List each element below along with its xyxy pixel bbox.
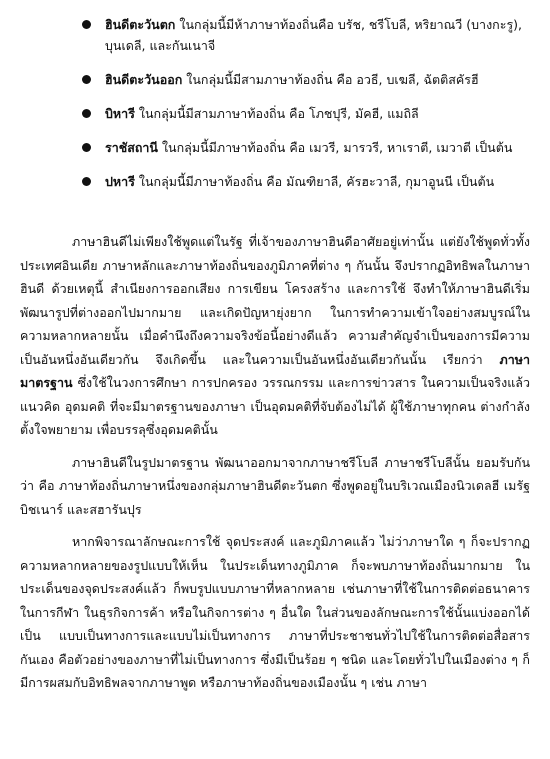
bullet-lead: ฮินดีตะวันตก — [105, 17, 176, 32]
paragraph-text: ซึ่งใช้ในวงการศึกษา การปกครอง วรรณกรรม และการข่าวสาร ในความเป็นจริงแล้ว แนวคิด อุดมคติ ที่จะมีมาตรฐานของภาษา เป็นอุดมคติที่จับต้องไม่ได้ ผู้ใช้ภาษาทุกคน ต่างกำลังตั้งใจพยายาม เพื่อบรรลุซึ่งอุดมคตินั้น — [20, 375, 530, 437]
bullet-text: ในกลุ่มนี้มีภาษาท้องถิ่น คือ มัณฑิยาลี, คัรฮะวาลี, กุมาอูนนี เป็นต้น — [134, 174, 495, 189]
paragraph-language-variety: หากพิจารณาลักษณะการใช้ จุดประสงค์ และภูมิภาคแล้ว ไม่ว่าภาษาใด ๆ ก็จะปรากฏความหลากหลายของรูปแบบให้เห็น ในประเด็นทางภูมิภาค ก็จะพบภาษาท้องถิ่นมากมาย ในประเด็นของจุดประสงค์แล้ว ก็พบรูปแบบภาษาที่หลากหลาย เช่นภาษาที่ใช้ในการติดต่อธนาคาร ในการกีฬา ในธุรกิจการค้า หรือในกิจการต่าง ๆ อื่นใด ในส่วนของลักษณะการใช้นั้นแบ่งออกได้เป็น แบบเป็นทางการและแบบไม่เป็นทางการ ภาษาที่ประชาชนทั่วไปใช้ในการติดต่อสื่อสารกันเอง คือตัวอย่างของภาษาที่ไม่เป็นทางการ ซึ่งมีเป็นร้อย ๆ ชนิด และโดยทั่วไปในเมืองต่าง ๆ ก็มีการผสมกับอิทธิพลจากภาษาพูด หรือภาษาท้องถิ่นของเมืองนั้น ๆ เช่น ภาษา — [20, 534, 530, 690]
bullet-lead: บิหารี — [105, 106, 135, 121]
paragraph-standard-language — [20, 230, 530, 442]
bullet-text: ในกลุ่มนี้มีสามภาษาท้องถิ่น คือ โภชปุรี, มัคฮี, แมถิลี — [134, 106, 419, 121]
bullet-text: ในกลุ่มนี้มีภาษาท้องถิ่น คือ เมวรี, มารวรี, หาเราตี, เมวาตี เป็นต้น — [157, 140, 513, 155]
standard-language-term: ภาษามาตรฐาน — [20, 351, 530, 390]
list-item — [20, 69, 530, 90]
dialect-group-list — [20, 14, 530, 192]
bullet-text: ในกลุ่มนี้มีสามภาษาท้องถิ่น คือ อวธี, บเฆลี, ฉัตติสคัรฮี — [182, 72, 479, 87]
list-item — [20, 137, 530, 158]
bullet-text: ในกลุ่มนี้มีห้าภาษาท้องถิ่นคือ บรัช, ชรีโบลี, หริยาณวี (บางกะรู), บุนเดลี, และกันเนาจี — [105, 17, 523, 53]
list-item — [20, 14, 530, 56]
list-item — [20, 171, 530, 192]
bullet-lead: ฮินดีตะวันออก — [105, 72, 183, 87]
bullet-lead: ราชัสถานี — [105, 140, 158, 155]
list-item — [20, 103, 530, 124]
paragraph-khariboli-origin: ภาษาฮินดีในรูปมาตรฐาน พัฒนาออกมาจากภาษาชรีโบลี ภาษาชรีโบลีนั้น ยอมรับกันว่า คือ ภาษาท้องถิ่นภาษาหนึ่งของกลุ่มภาษาฮินดีตะวันตก ซึ่งพูดอยู่ในบริเวณเมืองนิวเดลฮี เมรัฐ บิชเนาร์ และสฮารันปุร — [20, 454, 530, 517]
bullet-lead: ปหารี — [105, 174, 135, 189]
paragraph-text: ภาษาฮินดีไม่เพียงใช้พูดแต่ในรัฐ ที่เจ้าของภาษาฮินดีอาศัยอยู่เท่านั้น แต่ยังใช้พูดทั่วทั้งประเทศอินเดีย ภาษาหลักและภาษาท้องถิ่นของภูมิภาคที่ต่าง ๆ กันนั้น จึงปรากฏอิทธิพลในภาษาฮินดี ด้วยเหตุนี้ สำเนียงการออกเสียง การเขียน โครงสร้าง และการใช้ จึงทำให้ภาษาฮินดีเริ่มพัฒนารูปที่ต่างออกไปมากมาย และเกิดปัญหายุ่งยาก ในการทำความเข้าใจอย่างสมบูรณ์ในความหลากหลายนั้น เมื่อคำนึงถึงความจริงข้อนี้อย่างดีแล้ว ความสำคัญจำเป็นของการมีความเป็นอันหนึ่งอันเดียวกัน จึงเกิดขึ้น และในความเป็นอันหนึ่งอันเดียวกันนั้น เรียกว่า — [20, 234, 530, 367]
